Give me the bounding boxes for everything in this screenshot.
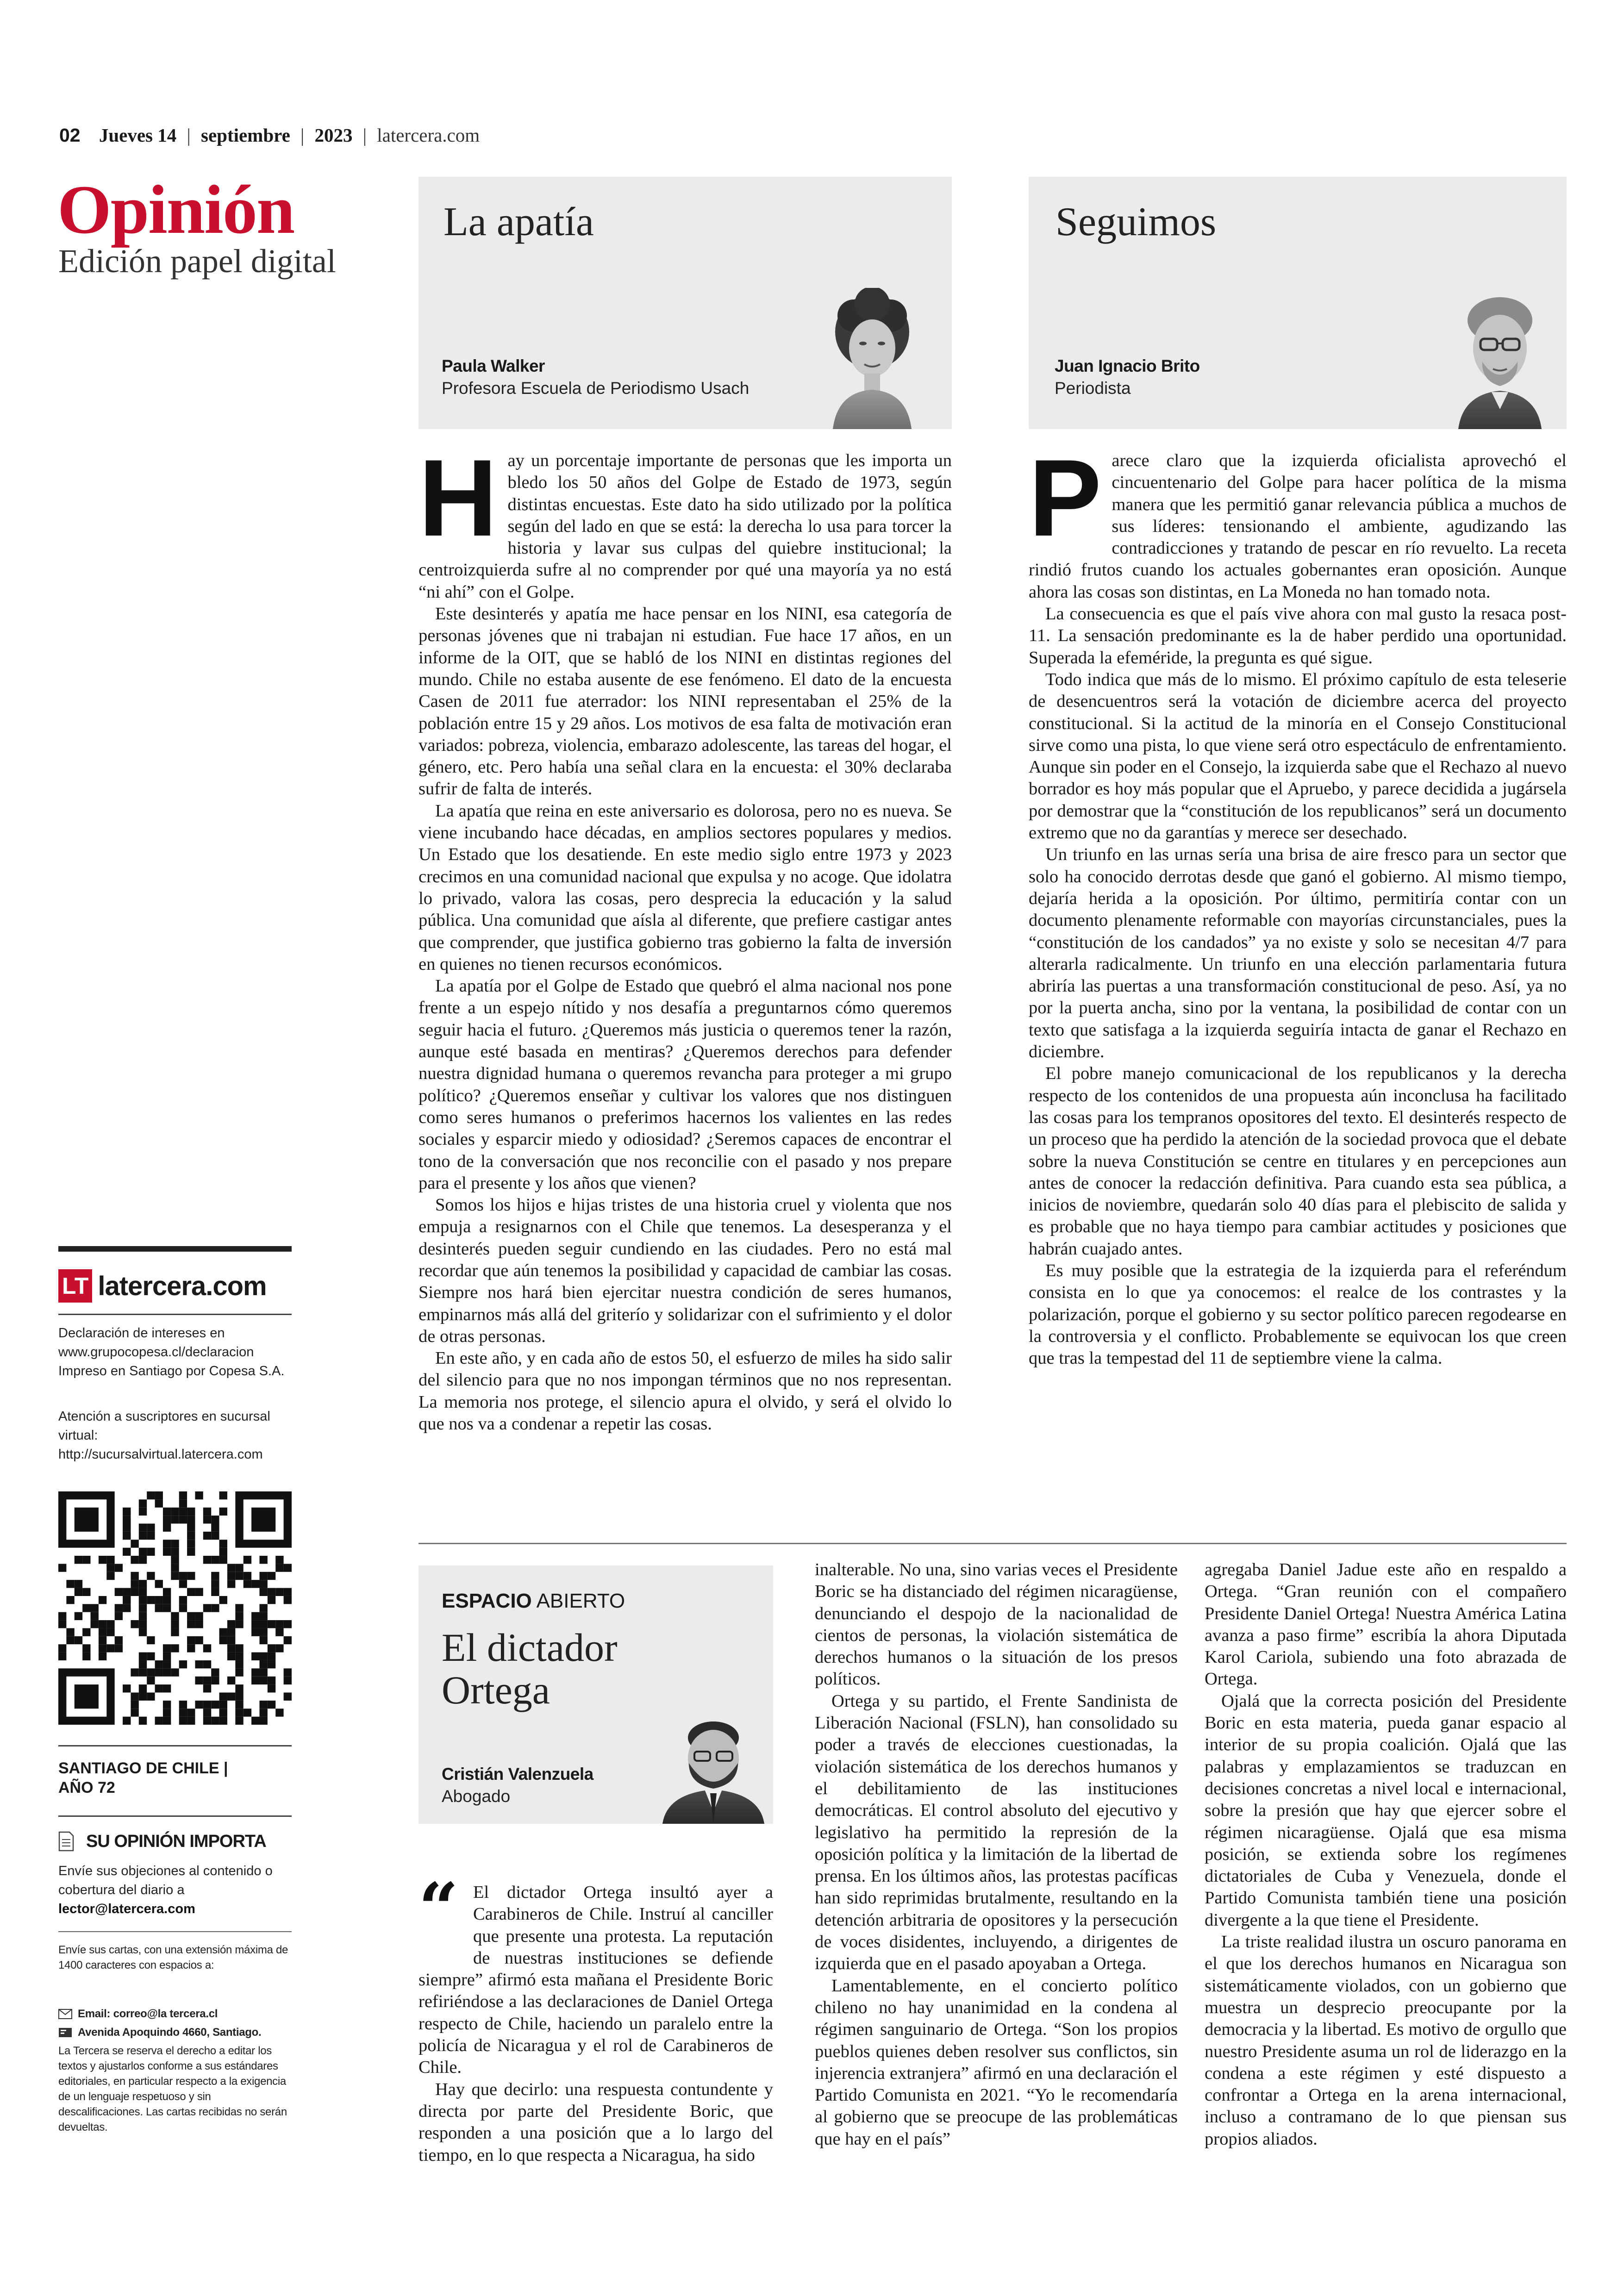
column3-paragraph: El dictador Ortega insultó ayer a Carabineros de Chile. Instruí al canciller que presente una protesta. La reputación de nuestras instituciones se defiende siempre” afirmó esta mañana el Presidente Boric refiriéndose a las declaraciones de Daniel Ortega respecto de Chile, haciendo un paralelo entre la policía de Nicaragua y el rol de Carabineros de Chile. (418, 1883, 773, 2077)
opinion-text: Envíe sus objeciones al contenido o cobertura del diario a (58, 1864, 273, 1897)
column1-paragraph: La apatía por el Golpe de Estado que quebró el alma nacional nos pone frente a un espejo nítido y nos desafía a preguntarnos cómo queremos seguir hacia el futuro. ¿Queremos más justicia o queremos tener la razón, aunque esté basada en mentiras? ¿Queremos derechos para defender nuestra dignidad humana o queremos revancha para proteger a mi grupo político? ¿Queremos enseñar y cultivar los valores que nos distinguen como seres humanos o preferimos hacernos los valientes en las redes sociales y esparcir miedo y odiosidad? ¿Seremos capaces de encontrar el tono de la conversación que nos reconcilie con el pasado y nos prepare para el presente y los años que vienen? (418, 976, 952, 1193)
letters-text: Envíe sus cartas, con una extensión máxima de 1400 caracteres con espacios a: (58, 1944, 288, 1971)
column3-kicker-light: ABIERTO (536, 1590, 625, 1612)
column1-role: Profesora Escuela de Periodismo Usach (442, 379, 750, 398)
section-title: Opinión (57, 171, 294, 248)
opinion-heading: SU OPINIÓN IMPORTA (86, 1831, 266, 1851)
address-line: Avenida Apoquindo 4660, Santiago. (78, 2026, 262, 2039)
column3-kicker (442, 1590, 625, 1613)
column3-paragraph: Hay que decirlo: una respuesta contundente y directa por parte del Presidente Boric, que responden a una posición que a lo largo del tiempo, en lo que respecta a Nicaragua, ha sido (418, 2079, 773, 2165)
email-line-row (58, 2006, 218, 2021)
folio-line: 02 Jueves 14 | septiembre | 2023 | latercera.com (59, 125, 480, 146)
column2-paragraph: Todo indica que más de lo mismo. El próximo capítulo de esta teleserie de desencuentros será la votación de diciembre acerca del proyecto constitucional. Si la actitud de la minoría en el Consejo Constitucional sirve como una pista, lo que viene será otro espectáculo de enfrentamiento. Aunque sin poder en el Consejo, la izquierda sabe que el Rechazo al nuevo borrador es hoy más popular que el Apruebo, y parece decidida a jugársela por demostrar que la “constitución de los republicanos” será un documento extremo que no da garantías y merece ser desechado. (1029, 669, 1567, 843)
column2-title: Seguimos (1056, 200, 1217, 244)
column2-author: Juan Ignacio Brito (1055, 356, 1200, 375)
qr-code-icon[interactable] (58, 1491, 292, 1725)
column1-header-box (418, 177, 952, 429)
column1-title: La apatía (443, 200, 594, 244)
column1-paragraph: La apatía que reina en este aniversario es dolorosa, pero no es nueva. Se viene incubando hace décadas, en amplios sectores populares y medios. Un Estado que los desatiende. En este medio siglo entre 1973 y 2023 crecimos en una comunidad nacional que expulsa y no acoge. Que idolatra lo privado, valora las cosas, pero desprecia la educación y la salud pública. Una comunidad que aísla al diferente, que prefiere castigar antes que comprender, que justifica gobierno tras gobierno la falta de inversión en quienes no tienen recursos económicos. (418, 801, 952, 974)
column3-paragraph: agregaba Daniel Jadue este año en respaldo a Ortega. “Gran reunión con el compañero Presidente Daniel Ortega! Nuestra América Latina avanza a paso firme” escribía la ahora Diputada Karol Cariola, subiendo una foto abrazada de Ortega. (1205, 1560, 1567, 1689)
column1-body (418, 437, 952, 1482)
column3-role: Abogado (442, 1787, 511, 1806)
column2-paragraph: arece claro que la izquierda oficialista aprovechó el cincuentenario del Golpe para hacer política de la misma manera que les permitió ganar relevancia pública a muchos de sus líderes: tensionando el ambiente, agudizando las contradicciones y tratando de pescar en río revuelto. La receta rindió frutos cuando los actuales gobernantes eran oposición. Aunque ahora las cosas son distintas, en La Moneda no han tomado nota. (1029, 451, 1567, 602)
column3-paragraph: La triste realidad ilustra un oscuro panorama en el que los derechos humanos en Nicaragua son sistemáticamente violados, con un gobierno que muestra un desprecio preocupante por la democracia y la libertad. Es motivo de orgullo que nuestro Presidente asuma un rol de liderazgo en la condena a este régimen y esté dispuesto a confrontar a Ortega en la arena internacional, incluso a contramano de lo que piensan sus propios aliados. (1205, 1932, 1567, 2149)
opinion-email[interactable]: lector@latercera.com (58, 1902, 195, 1916)
column1-paragraph: En este año, y en cada año de estos 50, el esfuerzo de miles ha sido salir del silencio para que no nos impongan términos que no nos representan. La memoria nos protege, el silencio apura el olvido, y será el olvido lo que nos va a condenar a repetir las cosas. (418, 1348, 952, 1434)
page-number: 02 (59, 125, 81, 146)
email-line[interactable]: Email: correo@la tercera.cl (78, 2008, 218, 2020)
column2-paragraph: Un triunfo en las urnas sería una brisa de aire fresco para un sector que solo ha conocido derrotas desde que ganó el gobierno. Al mismo tiempo, dejaría herida a la oposición. Por último, permitiría contar con un documento plenamente reformable con mayorías circunstanciales, pues la “constitución de los candados” ya no existe y solo se necesitan 4/7 para alterarla radicalmente. Un triunfo en una elección parlamentaria futura abriría las puertas a una transformación constitucional de peso. Así, ya no por la puerta ancha, sino por la ventana, la posibilidad de contar con un texto que satisfaga a la izquierda seguiría intacta de ganar el Rechazo en diciembre. (1029, 845, 1567, 1062)
column3-paragraph: Lamentablemente, en el concierto político chileno no hay unanimidad en la condena al régimen sanguinario de Ortega. “Son los propios pueblos quienes deben resolver sus conflictos, sin injerencia extranjera” afirmó en una declaración el Partido Comunista en 2021. “Yo le recomendaría al gobierno que se preocupe de las problemáticas que hay en el país” (815, 1976, 1178, 2149)
folio-month: septiembre (200, 125, 290, 146)
folio-year: 2023 (314, 125, 353, 146)
column1-paragraph: Somos los hijos e hijas tristes de una historia cruel y violenta que nos empuja a resignarnos con el Chile que tenemos. La desesperanza y el desinterés pueden seguir cundiendo en las ciudades. Pero no está mal recordar que aún tenemos la posibilidad y capacidad de cambiar las cosas. Siempre nos hará bien ejercitar nuestra condición de seres humanos, empinarnos más allá del griterío y solidarizar con el sufrimiento y el dolor de otras personas. (418, 1195, 952, 1346)
column3-author-portrait (660, 1719, 767, 1824)
column2-paragraph: El pobre manejo comunicacional de los republicanos y la derecha respecto de los contenidos de una propuesta aún inconclusa ha facilitado las cosas para los tempranos opositores del texto. El desinterés respecto de un proceso que ha perdido la atención de la sociedad provoca que el debate sobre la nueva Constitución se centre en titulares y en percepciones aun antes de conocer la redacción definitiva. Para cuando esta sea pública, a inicios de noviembre, quedarán solo 40 días para el plebiscito de salida y es probable que no haya tiempo para cambiar actitudes y posiciones que habrán cuajado antes. (1029, 1064, 1567, 1259)
column1-paragraph: ay un porcentaje importante de personas que les importa un bledo los 50 años del Golpe de Estado de 1973, según distintas encuestas. Este dato ha sido utilizado por la política según del lado en que se está: la derecha lo usa para torcer la historia y lavar sus culpas del quiebre institucional; la centroizquierda sufre al no comprender por qué una mayoría ya no está “ni ahí” con el Golpe. (418, 451, 952, 602)
document-icon (58, 1831, 74, 1852)
column3-title-line1: El dictador (442, 1625, 618, 1670)
column2-role: Periodista (1055, 379, 1131, 398)
column2-drop-cap: P (1029, 437, 1102, 559)
sidebar-top-rule (58, 1246, 292, 1252)
sidebar-logo-rule (58, 1314, 292, 1315)
column2-author-portrait (1454, 288, 1546, 429)
lower-divider (418, 1543, 1567, 1544)
column3-title-line2: Ortega (442, 1668, 550, 1712)
sidebar-declaration: Declaración de intereses en www.grupocopesa.cl/declaracion Impreso en Santiago por Copesa S.A. (58, 1326, 285, 1378)
folio-site[interactable]: latercera.com (377, 125, 480, 146)
column3-body-b (815, 1559, 1178, 2233)
sidebar-opinion-heading-row (58, 1831, 266, 1852)
sidebar-city: SANTIAGO DE CHILE | (58, 1759, 228, 1777)
column2-paragraph: La consecuencia es que el país vive ahora con mal gusto la resaca post-11. La sensación predominante es la de haber perdido una oportunidad. Superada la efeméride, la pregunta es qué sigue. (1029, 604, 1567, 667)
address-line-row (58, 2025, 261, 2040)
sidebar-year: AÑO 72 (58, 1779, 115, 1796)
sidebar-city-rule (58, 1745, 292, 1746)
column2-header-box (1029, 177, 1567, 429)
column3-body-a (418, 1882, 773, 2233)
column3-header-box (418, 1565, 773, 1824)
sidebar-disclaimer: La Tercera se reserva el derecho a editar los textos y ajustarlos conforme a sus estándares editoriales, en particular respecto a la exigencia de un lenguaje respetuoso y sin descalificaciones. Las cartas recibidas no serán devueltas. (58, 2045, 287, 2133)
sidebar-subscribers: Atención a suscriptores en sucursal virtual: http://sucursalvirtual.latercera.com (58, 1409, 270, 1462)
column1-author-portrait (828, 288, 916, 429)
sidebar-year-rule (58, 1815, 292, 1817)
column3-paragraph: Ojalá que la correcta posición del Presidente Boric en esta materia, pueda ganar espacio al interior de su propia coalición. Ojalá que las palabras y emplazamientos se traduzcan en decisiones concretas a nivel local e internacional, sobre la presión que hay que ejercer sobre el régimen nicaragüense. Ojalá que esa misma posición, se extienda sobre los regímenes dictatoriales de Cuba y Venezuela, donde el Partido Comunista también tiene una posición divergente a la que tiene el Presidente. (1205, 1691, 1567, 1930)
logo-mark: LT (58, 1269, 92, 1303)
column3-kicker-bold: ESPACIO (442, 1590, 532, 1612)
column3-author: Cristián Valenzuela (442, 1765, 593, 1784)
email-icon (58, 2009, 72, 2019)
logo-text: latercera.com (98, 1271, 267, 1301)
column2-paragraph: Es muy posible que la estrategia de la izquierda para el referéndum consista en lo que ya conocemos: el realce de los contrastes y la polarización, porque el gobierno y su sector político parecen regodearse en la controversia y el conflicto. Probablemente se equivocan los que creen que tras la tempestad del 11 de septiembre viene la calma. (1029, 1260, 1567, 1368)
column1-paragraph: Este desinterés y apatía me hace pensar en los NINI, esa categoría de personas jóvenes que ni trabajan ni estudian. Fue hace 17 años, en un informe de la OIT, que se habló de los NINI en distintas regiones del mundo. Chile no estaba ausente de ese fenómeno. El dato de la encuesta Casen de 2011 fue aterrador: los NINI representaban el 25% de la población entre 15 y 29 años. Los motivos de esa falta de motivación eran variados: pobreza, violencia, embarazo adolescente, las tareas del hogar, el género, etc. Pero había una señal clara en la encuesta: el 30% declaraba sufrir de falta de interés. (418, 604, 952, 799)
column1-author: Paula Walker (442, 356, 545, 375)
column2-body (1029, 437, 1567, 1482)
column3-quote-mark: “ (418, 1868, 459, 1949)
sidebar-logo[interactable] (58, 1269, 267, 1303)
section-subtitle: Edición papel digital (58, 243, 336, 280)
mail-letter-icon (58, 2027, 72, 2038)
column3-body-c (1205, 1559, 1567, 2233)
column3-paragraph: Ortega y su partido, el Frente Sandinista de Liberación Nacional (FSLN), han consolidado su poder a través de elecciones cuestionadas, la violación sistemática de los derechos humanos y el debilitamiento de las instituciones democráticas. El control absoluto del ejecutivo y legislativo ha permitido la represión de la oposición política y la limitación de la libertad de prensa. En los últimos años, las protestas pacíficas han sido reprimidas brutalmente, resultando en la detención arbitraria de opositores y la persecución de voces disidentes, incluyendo, a dirigentes de izquierda que en el pasado apoyaban a Ortega. (815, 1691, 1178, 1974)
column3-paragraph: inalterable. No una, sino varias veces el Presidente Boric se ha distanciado del régimen nicaragüense, denunciando el despojo de la nacionalidad de cientos de personas, la violación sistemática de derechos humanos o la situación de los presos políticos. (815, 1560, 1178, 1689)
column1-drop-cap: H (418, 437, 498, 559)
folio-weekday: Jueves 14 (99, 125, 177, 146)
sidebar-letters-rule (58, 1931, 292, 1932)
